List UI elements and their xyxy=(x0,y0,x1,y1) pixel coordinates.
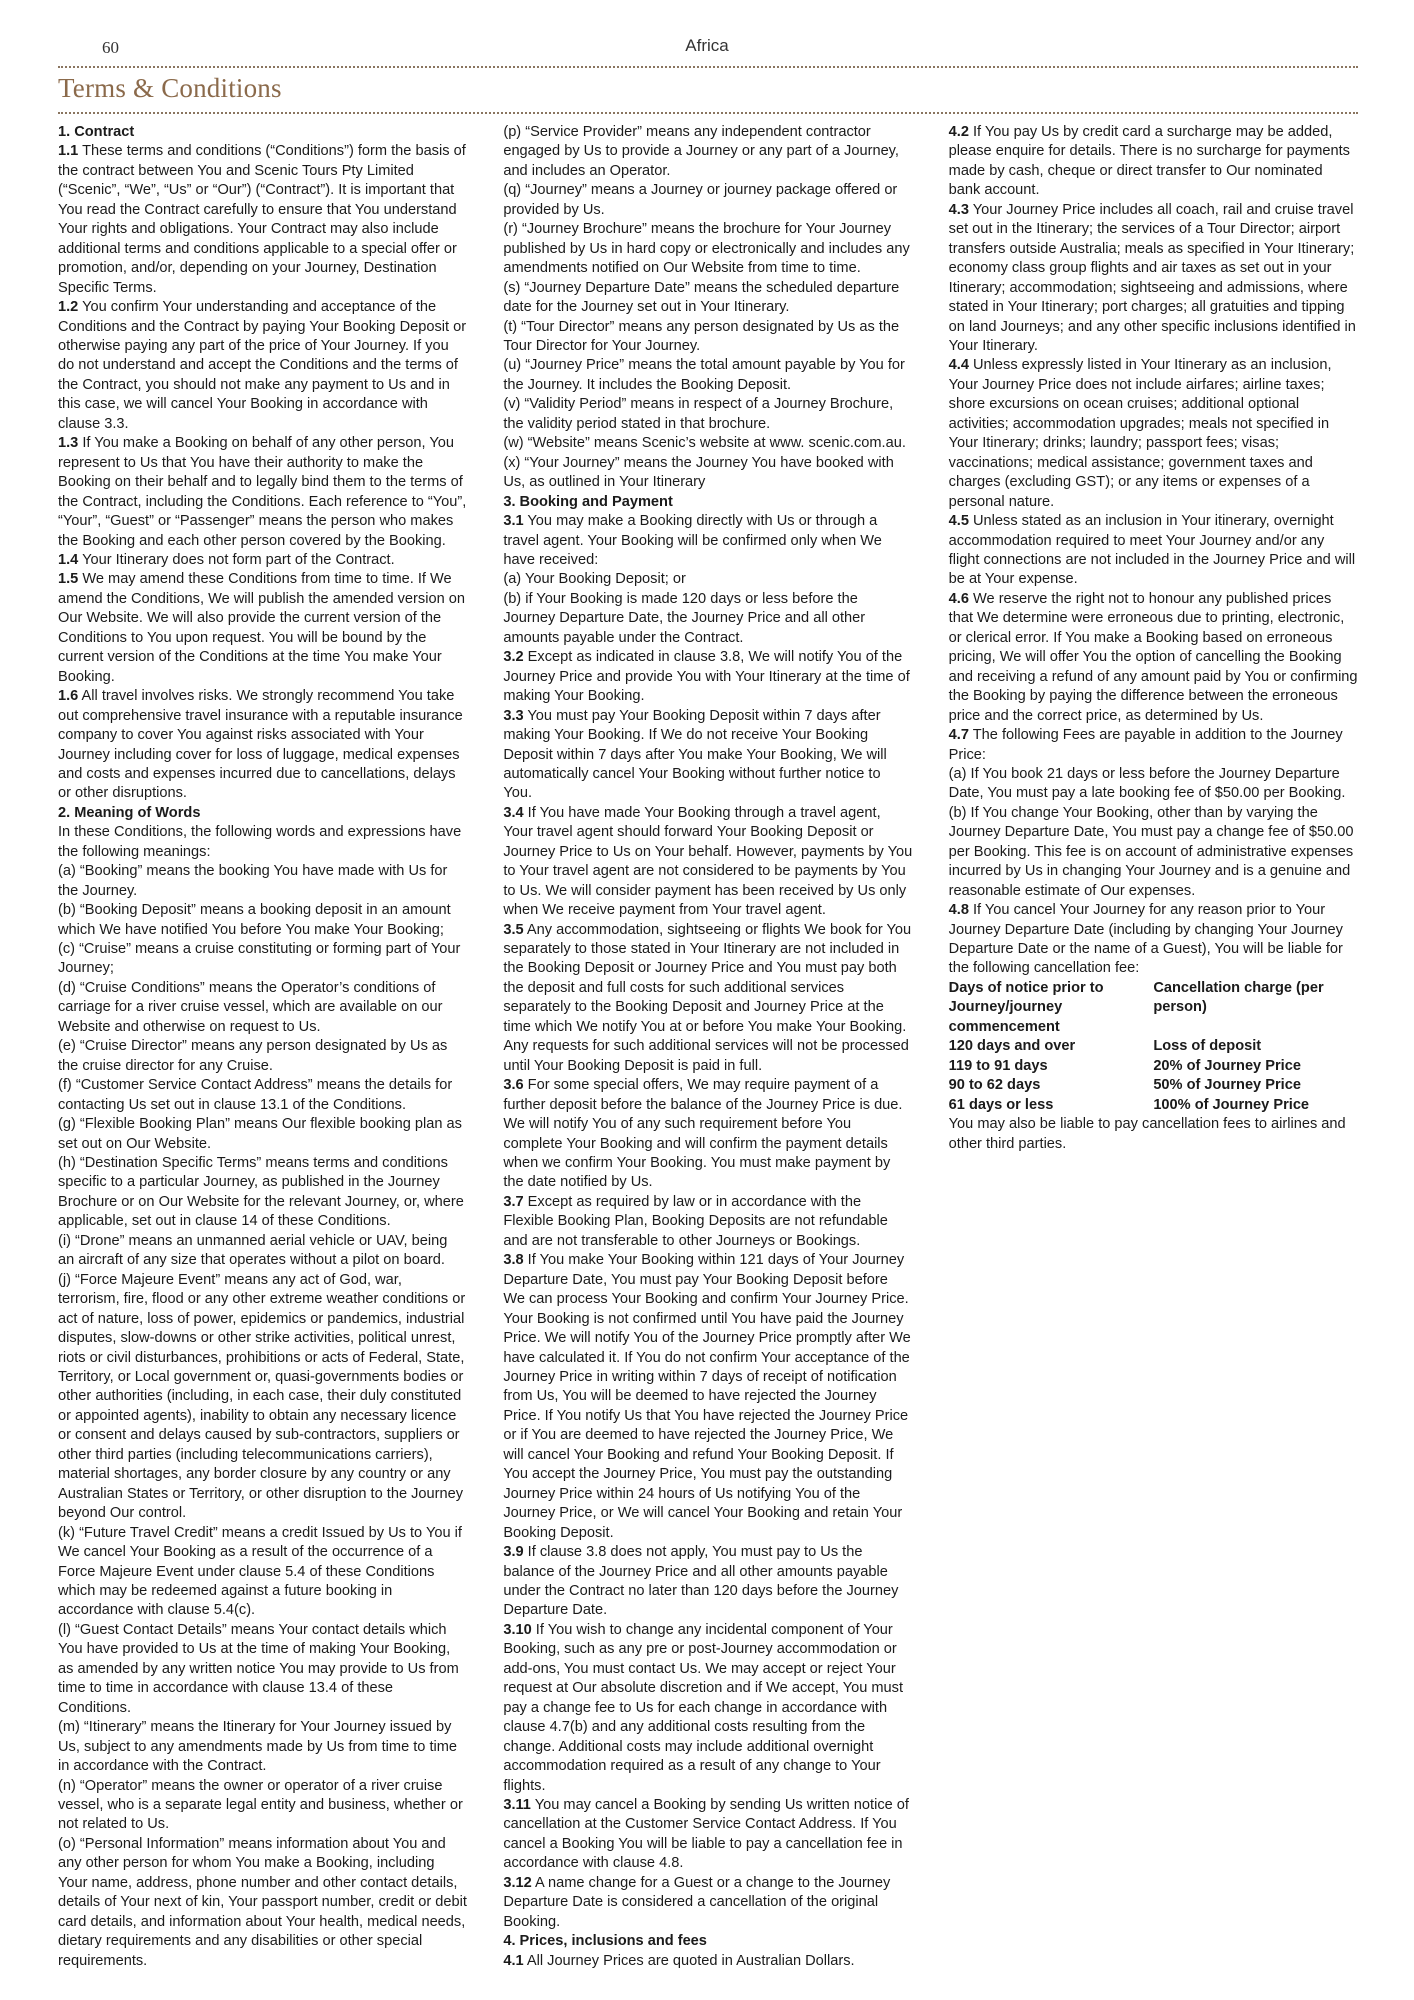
clause-number: 3.5 xyxy=(503,921,524,938)
fee-table-header-charge: Cancellation charge (per person) xyxy=(1153,979,1324,1016)
fee-table-charge-cell: Loss of deposit xyxy=(1153,1038,1262,1055)
clause-number: 3.12 xyxy=(503,1874,532,1891)
clause-text: You must pay Your Booking Deposit within 7 days after making Your Booking. If We do not receive Your Booking Deposit within 7 days after You make Your Booking, We will automatically cancel Your Booking without further notice to You. xyxy=(503,707,887,802)
clause-number: 4.3 xyxy=(948,201,969,218)
clause-number: 3.6 xyxy=(503,1077,524,1094)
definition-paragraph: (a) “Booking” means the booking You have made with Us for the Journey. xyxy=(58,863,448,899)
definition-paragraph: (d) “Cruise Conditions” means the Operator’s conditions of carriage for a river cruise vessel, which are available on our Website and otherwise on request to Us. xyxy=(58,979,443,1035)
clause-number: 1.1 xyxy=(58,143,79,160)
definition-paragraph: (i) “Drone” means an unmanned aerial vehicle or UAV, being an aircraft of any size that operates without a pilot on board. xyxy=(58,1232,448,1269)
clause-number: 3.2 xyxy=(503,649,524,666)
definition-paragraph: (r) “Journey Brochure” means the brochure for Your Journey published by Us in hard copy or electronically and includes any amendments notified on Our Website from time to time. xyxy=(503,221,910,277)
definition-paragraph: (h) “Destination Specific Terms” means terms and conditions specific to a particular Journey, as published in the Journey Brochure or on Our Website for the relevant Journey, or, where applicable, set out in clause 14 of these Conditions. xyxy=(58,1155,464,1230)
fee-table-days-cell: 119 to 91 days xyxy=(948,1057,1048,1074)
clause-text: All Journey Prices are quoted in Australian Dollars. xyxy=(523,1952,855,1969)
fee-table-charge-cell: 20% of Journey Price xyxy=(1153,1057,1301,1074)
clause-text: If You have made Your Booking through a travel agent, Your travel agent should forward Your Booking Deposit or Journey Price to Us on Your behalf. However, payments by You to Your travel agent are not considered to be payments by You to Us. We will consider payment has been received by Us only when We receive payment from Your travel agent. xyxy=(503,804,913,919)
fee-table-header-days: Days of notice prior to Journey/journey commencement xyxy=(948,979,1104,1035)
definition-paragraph: (c) “Cruise” means a cruise constituting or forming part of Your Journey; xyxy=(58,941,461,977)
clause-text: You may make a Booking directly with Us or through a travel agent. Your Booking will be confirmed only when We have received: xyxy=(503,513,882,568)
clause-paragraph xyxy=(503,707,912,804)
clause-text: Your Journey Price includes all coach, rail and cruise travel set out in the Itinerary; the services of a Tour Director; airport transfers outside Australia; meals as specified in Your Itinerary; economy class group flights and air taxes as set out in your Itinerary; accommodation; sightseeing and admissions, where stated in Your Itinerary; port charges; all gratuities and tipping on land Journeys; and any other specific inclusions identified in Your Itinerary. xyxy=(948,201,1356,354)
clause-number: 4.6 xyxy=(948,590,969,607)
clause-text: A name change for a Guest or a change to the Journey Departure Date is considered a cancellation of the original Booking. xyxy=(503,1874,891,1930)
clause-paragraph xyxy=(503,1952,912,1971)
clause-number: 3.9 xyxy=(503,1544,524,1561)
definition-paragraph: (m) “Itinerary” means the Itinerary for Your Journey issued by Us, subject to any amendments made by Us from time to time in accordance with the Contract. xyxy=(58,1719,458,1775)
clause-number: 4.7 xyxy=(948,727,969,744)
clause-paragraph xyxy=(503,512,912,570)
clause-paragraph xyxy=(58,434,467,551)
clause-paragraph xyxy=(58,570,467,687)
clause-paragraph xyxy=(949,356,1358,512)
fee-table-days-cell: 90 to 62 days xyxy=(948,1077,1041,1094)
fee-table-days-cell: 120 days and over xyxy=(948,1038,1076,1055)
clause-number: 3.3 xyxy=(503,707,524,724)
clause-number: 1.4 xyxy=(58,551,79,568)
clause-paragraph xyxy=(503,1543,912,1621)
section-heading: 2. Meaning of Words xyxy=(58,804,201,821)
clause-paragraph xyxy=(503,804,912,921)
clause-number: 3.8 xyxy=(503,1252,524,1269)
clause-number: 4.2 xyxy=(948,124,969,140)
clause-paragraph xyxy=(503,648,912,706)
definition-paragraph: (u) “Journey Price” means the total amount payable by You for the Journey. It includes the Booking Deposit. xyxy=(503,357,905,393)
definition-paragraph: (b) “Booking Deposit” means a booking deposit in an amount which We have notified You before You make Your Booking; xyxy=(58,902,451,938)
definition-paragraph: (x) “Your Journey” means the Journey You have booked with Us, as outlined in Your Itinerary xyxy=(503,454,894,491)
clause-number: 3.7 xyxy=(503,1193,524,1210)
definition-paragraph: (t) “Tour Director” means any person designated by Us as the Tour Director for Your Journey. xyxy=(503,318,900,354)
clause-text: If You make a Booking on behalf of any other person, You represent to Us that You have their authority to make the Booking on their behalf and to legally bind them to the terms of the Contract, including the Conditions. Each reference to “You”, “Your”, “Guest” or “Passenger” means the person who makes the Booking and each other person covered by the Booking. xyxy=(58,435,467,549)
clause-paragraph xyxy=(949,901,1358,979)
clause-paragraph xyxy=(503,921,912,1077)
definition-paragraph: (g) “Flexible Booking Plan” means Our flexible booking plan as set out on Our Website. xyxy=(58,1116,462,1152)
clause-text: These terms and conditions (“Conditions”) form the basis of the contract between You and Scenic Tours Pty Limited (“Scenic”, “We”, “Us” or “Our”) (“Contract”). It is important that You read the Contract carefully to ensure that You understand Your rights and obligations. Your Contract may also include additional terms and conditions applicable to a special offer or promotion, and/or, depending on your Journey, Destination Specific Terms. xyxy=(58,143,466,296)
clause-paragraph xyxy=(58,298,467,434)
fee-table-days-cell: 61 days or less xyxy=(948,1096,1054,1113)
clause-text: We reserve the right not to honour any published prices that We determine were erroneous due to printing, electronic, or clerical error. If You make a Booking based on erroneous pricing, We will offer You the option of cancelling the Booking and receiving a refund of any amount paid by You or confirming the Booking by paying the difference between the erroneous price and the correct price, as determined by Us. xyxy=(948,590,1358,724)
fee-table-charge-cell: 50% of Journey Price xyxy=(1153,1077,1301,1094)
clause-text: If You pay Us by credit card a surcharge may be added, please enquire for details. There is no surcharge for payments made by cash, cheque or direct transfer to Our nominated bank account. xyxy=(948,124,1350,199)
clause-paragraph xyxy=(58,142,467,298)
section-heading: 1. Contract xyxy=(58,124,135,140)
definition-paragraph: (f) “Customer Service Contact Address” means the details for contacting Us set out in clause 13.1 of the Conditions. xyxy=(58,1077,453,1113)
clause-paragraph xyxy=(503,1621,912,1796)
definition-paragraph: (w) “Website” means Scenic’s website at www. scenic.com.au. xyxy=(503,435,906,452)
cancellation-fee-table xyxy=(949,979,1358,1115)
clause-number: 1.3 xyxy=(58,435,79,452)
clause-text: Unless stated as an inclusion in Your itinerary, overnight accommodation required to meet Your Journey and/or any flight connections are not included in the Journey Price and will be at Your expense. xyxy=(948,513,1356,588)
closing-paragraph: You may also be liable to pay cancellation fees to airlines and other third parties. xyxy=(948,1116,1346,1152)
clause-text: For some special offers, We may require payment of a further deposit before the balance of the Journey Price is due. We will notify You of any such requirement before You complete Your Booking and will confirm the payment details when we confirm Your Booking. You must make payment by the date notified by Us. xyxy=(503,1077,903,1191)
clause-paragraph xyxy=(503,1193,912,1251)
clause-paragraph xyxy=(949,201,1358,357)
definition-paragraph: (j) “Force Majeure Event” means any act of God, war, terrorism, fire, flood or any other extreme weather conditions or act of nature, loss of power, epidemics or pandemics, industrial disputes, slow-downs or other strike activities, political unrest, riots or civil disturbances, prohibitions or acts of Federal, State, Territory, or Local government or, quasi-governments bodies or other authorities (including, in each case, their duly constituted or appointed agents), inability to obtain any necessary licence or consent and delays caused by sub-contractors, suppliers or other third parties (including telecommunications carriers), material shortages, any border closure by any country or any Australian States or Territory, or other disruption to the Journey beyond Our control. xyxy=(58,1271,466,1522)
definition-paragraph: (b) if Your Booking is made 120 days or less before the Journey Departure Date, the Journey Price and all other amounts payable under the Contract. xyxy=(503,590,866,646)
clause-number: 4.1 xyxy=(503,1952,524,1969)
section-name: Africa xyxy=(685,36,729,55)
clause-number: 3.11 xyxy=(503,1796,531,1813)
definition-paragraph: (a) Your Booking Deposit; or xyxy=(503,571,686,588)
title-dotted-rule xyxy=(58,112,1358,114)
top-dotted-rule xyxy=(58,66,1358,68)
clause-paragraph xyxy=(949,512,1358,590)
definition-paragraph: (p) “Service Provider” means any independent contractor engaged by Us to provide a Journey or any part of a Journey, and includes an Operator. xyxy=(503,124,899,179)
clause-paragraph xyxy=(949,726,1358,765)
definition-paragraph: (v) “Validity Period” means in respect of a Journey Brochure, the validity period stated in that brochure. xyxy=(503,396,894,432)
definition-paragraph: In these Conditions, the following words and expressions have the following meanings: xyxy=(58,824,462,860)
section-heading: 4. Prices, inclusions and fees xyxy=(503,1933,707,1950)
terms-body xyxy=(58,123,1358,1985)
clause-paragraph xyxy=(503,1076,912,1193)
clause-text: We may amend these Conditions from time to time. If We amend the Conditions, We will publish the amended version on Our Website. We will also provide the current version of the Conditions to You upon request. You will be bound by the current version of the Conditions at the time You make Your Booking. xyxy=(58,571,465,685)
definition-paragraph: (s) “Journey Departure Date” means the scheduled departure date for the Journey set out in Your Itinerary. xyxy=(503,279,900,316)
fee-table-charge-cell: 100% of Journey Price xyxy=(1153,1096,1310,1113)
clause-paragraph xyxy=(58,551,467,570)
clause-paragraph xyxy=(503,1874,912,1932)
definition-paragraph: (e) “Cruise Director” means any person designated by Us as the cruise director for any Cruise. xyxy=(58,1038,448,1074)
clause-text: You may cancel a Booking by sending Us written notice of cancellation at the Customer Service Contact Address. If You cancel a Booking You will be liable to pay a cancellation fee in accordance with clause 4.8. xyxy=(503,1796,909,1872)
definition-paragraph: (a) If You book 21 days or less before the Journey Departure Date, You must pay a late booking fee of $50.00 per Booking. xyxy=(948,765,1346,802)
clause-number: 1.2 xyxy=(58,299,79,316)
clause-number: 4.5 xyxy=(948,513,969,530)
definition-paragraph: (n) “Operator” means the owner or operator of a river cruise vessel, who is a separate legal entity and business, whether or not related to Us. xyxy=(58,1777,463,1833)
clause-number: 3.10 xyxy=(503,1621,532,1638)
section-heading: 3. Booking and Payment xyxy=(503,493,673,510)
clause-text: If clause 3.8 does not apply, You must pay to Us the balance of the Journey Price and all other amounts payable under the Contract no later than 120 days before the Journey Departure Date. xyxy=(503,1544,899,1619)
clause-paragraph xyxy=(949,123,1358,201)
clause-number: 3.4 xyxy=(503,804,524,821)
clause-number: 1.5 xyxy=(58,571,79,588)
clause-number: 4.4 xyxy=(948,357,969,374)
definition-paragraph: (k) “Future Travel Credit” means a credit Issued by Us to You if We cancel Your Booking as a result of the occurrence of a Force Majeure Event under clause 5.4 of these Conditions which may be redeemed against a future booking in accordance with clause 5.4(c). xyxy=(58,1524,462,1619)
page-number: 60 xyxy=(102,38,119,57)
clause-number: 4.8 xyxy=(948,902,969,919)
clause-text: All travel involves risks. We strongly recommend You take out comprehensive travel insurance with a reputable insurance company to cover You against risks associated with Your Journey including cover for loss of luggage, medical expenses and costs and expenses incurred due to cancellations, delays or other disruptions. xyxy=(58,688,463,802)
clause-paragraph xyxy=(949,590,1358,726)
clause-text: The following Fees are payable in addition to the Journey Price: xyxy=(948,727,1343,763)
clause-paragraph xyxy=(58,687,467,804)
clause-text: If You wish to change any incidental component of Your Booking, such as any pre or post-Journey accommodation or add-ons, You must contact Us. We may accept or reject Your request at Our absolute discretion and if We accept, You must pay a change fee to Us for each change in accordance with clause 4.7(b) and any additional costs resulting from the change. Additional costs may include additional overnight accommodation required as a result of any change to Your flights. xyxy=(503,1621,903,1794)
clause-text: Any accommodation, sightseeing or flights We book for You separately to those stated in Your Itinerary are not included in the Booking Deposit or Journey Price and You must pay both the deposit and full costs for such additional services separately to the Booking Deposit and Journey Price at the time which We notify You at or before You make Your Booking. Any requests for such additional services will not be processed until Your Booking Deposit is paid in full. xyxy=(503,921,912,1074)
clause-number: 3.1 xyxy=(503,513,524,530)
definition-paragraph: (l) “Guest Contact Details” means Your contact details which You have provided to Us at the time of making Your Booking, as amended by any written notice You may provide to Us from time to time in accordance with clause 13.4 of these Conditions. xyxy=(58,1621,459,1716)
clause-number: 1.6 xyxy=(58,688,79,705)
clause-text: Except as indicated in clause 3.8, We will notify You of the Journey Price and provide You with Your Itinerary at the time of making Your Booking. xyxy=(503,649,910,705)
clause-text: Your Itinerary does not form part of the Contract. xyxy=(78,551,395,568)
clause-text: If You make Your Booking within 121 days of Your Journey Departure Date, You must pay Your Booking Deposit before We can process Your Booking and confirm Your Journey Price. Your Booking is not confirmed until You have paid the Journey Price. We will notify You of the Journey Price promptly after We have calculated it. If You do not confirm Your acceptance of the Journey Price in writing within 7 days of receipt of notification from Us, You will be deemed to have rejected the Journey Price. If You notify Us that You have rejected the Journey Price or if You are deemed to have rejected the Journey Price, We will cancel Your Booking and refund Your Booking Deposit. If You accept the Journey Price, You must pay the outstanding Journey Price within 24 hours of Us notifying You of the Journey Price, or We will cancel Your Booking and retain Your Booking Deposit. xyxy=(503,1252,911,1541)
page-title: Terms & Conditions xyxy=(58,73,282,103)
clause-text: Unless expressly listed in Your Itinerary as an inclusion, Your Journey Price does not include airfares; airline taxes; shore excursions on ocean cruises; additional optional activities; accommodation upgrades; meals not specified in Your Itinerary; drinks; laundry; passport fees; visas; vaccinations; medical assistance; government taxes and charges (excluding GST); or any items or expenses of a personal nature. xyxy=(948,357,1332,510)
clause-paragraph xyxy=(503,1251,912,1543)
definition-paragraph: (o) “Personal Information” means information about You and any other person for whom You make a Booking, including Your name, address, phone number and other contact details, details of Your next of kin, Your passport number, credit or debit card details, and information about Your health, medical needs, dietary requirements and any disabilities or other special requirements. xyxy=(58,1835,467,1969)
clause-text: Except as required by law or in accordance with the Flexible Booking Plan, Booking Deposits are not refundable and are not transferable to other Journeys or Bookings. xyxy=(503,1193,888,1249)
clause-paragraph xyxy=(503,1796,912,1874)
definition-paragraph: (b) If You change Your Booking, other than by varying the Journey Departure Date, You must pay a change fee of $50.00 per Booking. This fee is on account of administrative expenses incurred by Us in changing Your Journey and is a genuine and reasonable estimate of Our expenses. xyxy=(948,804,1354,899)
clause-text: You confirm Your understanding and acceptance of the Conditions and the Contract by paying Your Booking Deposit or otherwise paying any part of the price of Your Journey. If you do not understand and accept the Conditions and the terms of the Contract, you should not make any payment to Us and in this case, we will cancel Your Booking in accordance with clause 3.3. xyxy=(58,299,467,432)
clause-text: If You cancel Your Journey for any reason prior to Your Journey Departure Date (including by changing Your Journey Departure Date or the name of a Guest), You will be liable for the following cancellation fee: xyxy=(948,902,1343,977)
definition-paragraph: (q) “Journey” means a Journey or journey package offered or provided by Us. xyxy=(503,182,898,218)
